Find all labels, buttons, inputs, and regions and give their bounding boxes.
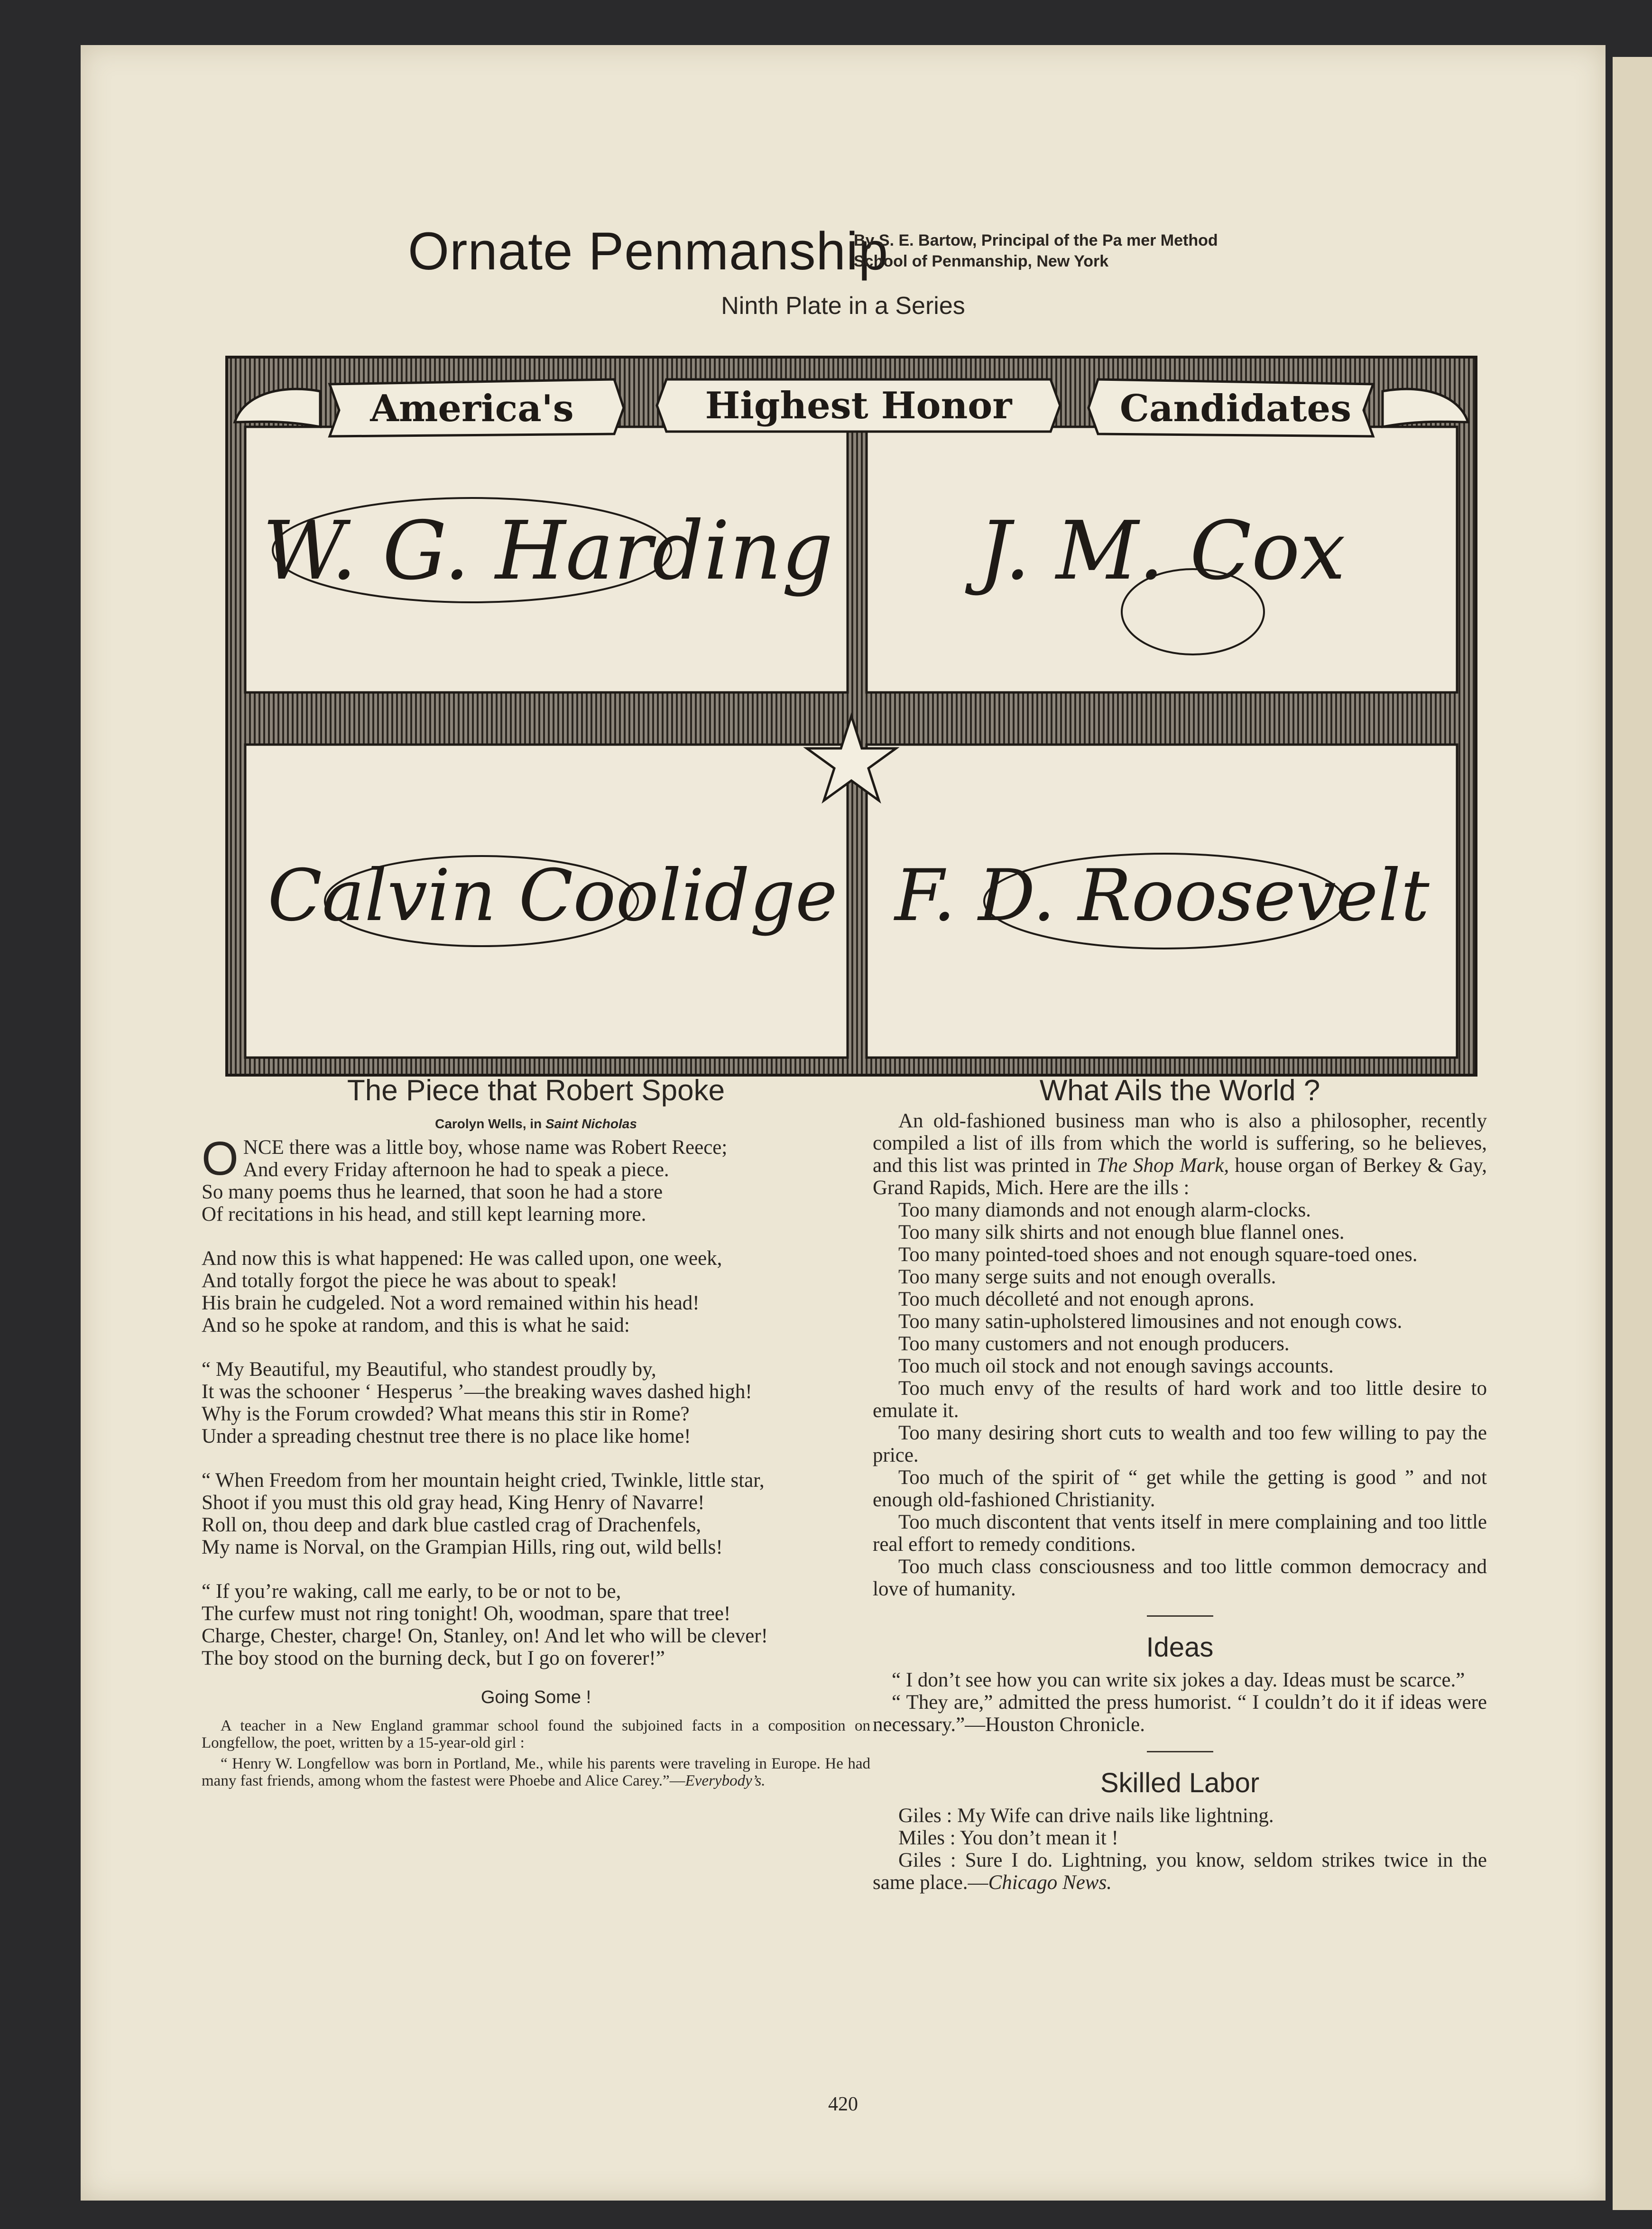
poem-source-author: Carolyn Wells, in bbox=[435, 1116, 545, 1131]
poem-line: “ When Freedom from her mountain height cried, Twinkle, little star, bbox=[202, 1469, 765, 1492]
signature-harding: W. G. Harding bbox=[262, 504, 833, 598]
poem-source bbox=[202, 1113, 870, 1130]
poem-source-pub: Saint Nicholas bbox=[545, 1116, 637, 1131]
list-item: Too many pointed-toed shoes and not enough square-toed ones. bbox=[898, 1243, 1418, 1266]
ails-intro-pub: The Shop Mark, bbox=[1097, 1154, 1229, 1177]
list-item: Too many serge suits and not enough overalls. bbox=[898, 1266, 1276, 1288]
left-column bbox=[202, 1072, 870, 1789]
poem-line: His brain he cudgeled. Not a word remained within his head! bbox=[202, 1292, 700, 1314]
list-item: Too much envy of the results of hard work and too little desire to emulate it. bbox=[873, 1377, 1487, 1422]
going-some-source: Everybody’s. bbox=[685, 1772, 766, 1789]
plate-subtitle: Ninth Plate in a Series bbox=[721, 292, 965, 320]
poem-line: The curfew must not ring tonight! Oh, woodman, spare that tree! bbox=[202, 1603, 731, 1625]
list-item: Too many silk shirts and not enough blue flannel ones. bbox=[898, 1221, 1345, 1243]
byline-line-1: By S. E. Bartow, Principal of the Pa mer Method bbox=[854, 231, 1218, 249]
ails-list bbox=[873, 1199, 1487, 1600]
banner-left-text: America's bbox=[370, 387, 574, 430]
going-some-intro: A teacher in a New England grammar school found the subjoined facts in a composition on Longfellow, the poet, written by a 15-year-old girl : bbox=[202, 1717, 870, 1751]
going-some-quote bbox=[202, 1755, 870, 1789]
list-item: Too many satin-upholstered limousines and not enough cows. bbox=[898, 1310, 1403, 1333]
poem-line: My name is Norval, on the Grampian Hills, ring out, wild bells! bbox=[202, 1536, 723, 1558]
section-divider bbox=[1147, 1615, 1213, 1617]
poem-title: The Piece that Robert Spoke bbox=[347, 1074, 725, 1107]
list-item: Too much décolleté and not enough aprons. bbox=[898, 1288, 1255, 1310]
penmanship-plate bbox=[225, 356, 1477, 1077]
dialog-line-text: Giles : Sure I do. Lightning, you know, seldom strikes twice in the same place.— bbox=[873, 1849, 1487, 1894]
ails-intro bbox=[873, 1110, 1487, 1199]
poem-line: The boy stood on the burning deck, but I go on foverer!” bbox=[202, 1647, 665, 1669]
poem-stanza-1 bbox=[202, 1132, 870, 1225]
ideas-line-1: “ I don’t see how you can write six jokes a day. Ideas must be scarce.” bbox=[892, 1669, 1465, 1691]
ails-title: What Ails the World ? bbox=[1039, 1074, 1320, 1107]
signature-roosevelt: F. D. Roosevelt bbox=[895, 855, 1430, 937]
poem-stanza-5 bbox=[202, 1580, 870, 1669]
list-item: Too many diamonds and not enough alarm-clocks. bbox=[898, 1199, 1311, 1221]
page-title: Ornate Penmanship bbox=[408, 221, 889, 281]
poem-line: Roll on, thou deep and dark blue castled crag of Drachenfels, bbox=[202, 1514, 701, 1536]
ideas-line-2: “ They are,” admitted the press humorist. “ I couldn’t do it if ideas were necessary.”—Houston Chronicle. bbox=[873, 1691, 1487, 1736]
poem-line: Under a spreading chestnut tree there is no place like home! bbox=[202, 1425, 691, 1447]
poem-line: Of recitations in his head, and still kept learning more. bbox=[202, 1203, 646, 1225]
poem-line: “ My Beautiful, my Beautiful, who standest proudly by, bbox=[202, 1358, 656, 1381]
section-divider bbox=[1147, 1751, 1213, 1752]
poem-line: “ If you’re waking, call me early, to be or not to be, bbox=[202, 1580, 621, 1603]
poem-line: NCE there was a little boy, whose name was Robert Reece; bbox=[243, 1136, 728, 1159]
ideas-title: Ideas bbox=[1146, 1632, 1214, 1663]
ails-intro-text-2: house organ of Berkey & Gay, Grand Rapids, Mich. Here are the ills : bbox=[873, 1154, 1487, 1199]
list-item: Too many customers and not enough producers. bbox=[898, 1333, 1290, 1355]
right-column bbox=[873, 1072, 1487, 1894]
list-item: Too many desiring short cuts to wealth and too few willing to pay the price. bbox=[873, 1422, 1487, 1466]
poem-stanza-4 bbox=[202, 1469, 870, 1558]
banner-right-text: Candidates bbox=[1119, 387, 1352, 430]
poem-line: And now this is what happened: He was called upon, one week, bbox=[202, 1247, 722, 1270]
poem-line: Charge, Chester, charge! On, Stanley, on! And let who will be clever! bbox=[202, 1625, 768, 1647]
signature-coolidge: Calvin Coolidge bbox=[268, 855, 838, 937]
going-some-quote-text: “ Henry W. Longfellow was born in Portland, Me., while his parents were traveling in Europe. He had many fast friends, among whom the fastest were Phoebe and Alice Carey.”— bbox=[202, 1755, 870, 1789]
list-item: Too much of the spirit of “ get while the getting is good ” and not enough old-fashioned Christianity. bbox=[873, 1466, 1487, 1511]
poem-stanza-3 bbox=[202, 1358, 870, 1447]
skilled-title: Skilled Labor bbox=[1100, 1768, 1260, 1798]
magazine-page bbox=[81, 45, 1606, 2201]
signature-cox: J. M. Cox bbox=[978, 504, 1346, 598]
poem-line: Shoot if you must this old gray head, King Henry of Navarre! bbox=[202, 1492, 705, 1514]
ails-intro-text-1: An old-fashioned business man who is also a philosopher, recently compiled a list of ills from which the world is suffering, so he believes, and this list was printed in bbox=[873, 1110, 1487, 1177]
dialog-line: Giles : My Wife can drive nails like lightning. bbox=[898, 1805, 1274, 1827]
poem-line: And so he spoke at random, and this is what he said: bbox=[202, 1314, 630, 1336]
drop-cap: O bbox=[202, 1132, 239, 1185]
going-some-title: Going Some ! bbox=[480, 1687, 591, 1707]
skilled-source: Chicago News. bbox=[988, 1871, 1112, 1894]
facing-page-edge bbox=[1613, 57, 1652, 2210]
poem-line: Why is the Forum crowded? What means this stir in Rome? bbox=[202, 1403, 690, 1425]
dialog-line: Miles : You don’t mean it ! bbox=[898, 1827, 1118, 1849]
poem-line: It was the schooner ‘ Hesperus ’—the breaking waves dashed high! bbox=[202, 1381, 752, 1403]
page-number: 420 bbox=[828, 2093, 858, 2115]
list-item: Too much oil stock and not enough savings accounts. bbox=[898, 1355, 1334, 1377]
poem-line: And totally forgot the piece he was about to speak! bbox=[202, 1270, 618, 1292]
byline-line-2: School of Penmanship, New York bbox=[854, 252, 1109, 270]
dialog-line bbox=[873, 1849, 1487, 1894]
list-item: Too much discontent that vents itself in mere complaining and too little real effort to remedy conditions. bbox=[873, 1511, 1487, 1556]
skilled-dialog bbox=[873, 1805, 1487, 1894]
banner-center-text: Highest Honor bbox=[705, 384, 1012, 427]
list-item: Too much class consciousness and too little common democracy and love of humanity. bbox=[873, 1556, 1487, 1600]
poem-stanza-2 bbox=[202, 1247, 870, 1336]
poem-line: So many poems thus he learned, that soon he had a store bbox=[202, 1181, 663, 1203]
poem-line: And every Friday afternoon he had to speak a piece. bbox=[243, 1159, 669, 1181]
ideas-text bbox=[873, 1669, 1487, 1736]
byline bbox=[854, 230, 1218, 272]
